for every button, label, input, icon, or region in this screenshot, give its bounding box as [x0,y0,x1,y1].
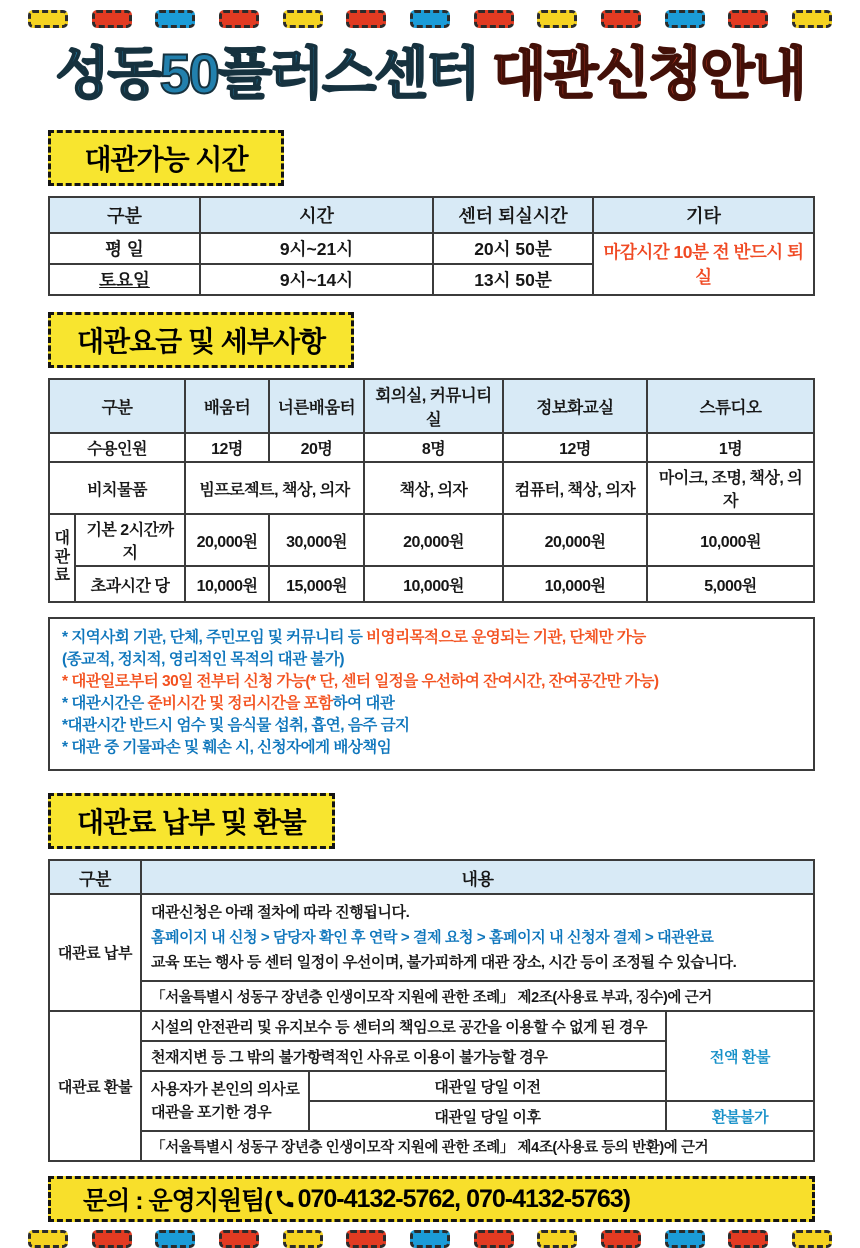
note-line [62,693,803,715]
payment-refund-table [48,859,815,1162]
refund-after-day: 대관일 당일 이후 [309,1101,666,1131]
table-row [49,1131,814,1161]
page-title-center-name: 성동50플러스센터 [55,42,479,105]
fees-header-row [49,379,814,433]
deco-dash-red [219,10,259,28]
fees-header-room3: 회의실, 커뮤니티실 [364,379,503,433]
hours-saturday-time: 9시~14시 [200,264,433,295]
equipment-label: 비치물품 [49,462,185,514]
table-row [49,233,814,264]
deco-dash-red [728,1230,768,1248]
note-text: 준비시간 및 정리시간을 포함 [147,695,333,712]
deco-dash-red [219,1230,259,1248]
deco-dash-blue [665,1230,705,1248]
hours-saturday-checkout: 13시 50분 [433,264,593,295]
payment-procedure-cell [141,894,814,981]
payment-legal-basis: 「서울특별시 성동구 장년층 인생이모작 지원에 관한 조례」 제2조(사용료 부과, 징수)에 근거 [141,981,814,1011]
capacity-value: 8명 [364,433,503,462]
deco-dash-blue [665,10,705,28]
deco-dash-blue [155,10,195,28]
refund-before-day: 대관일 당일 이전 [309,1071,666,1101]
capacity-value: 20명 [269,433,364,462]
user-cancel-line2: 대관을 포기한 경우 [151,1104,272,1121]
payment-procedure-line1: 대관신청은 아래 절차에 따라 진행됩니다. [151,904,410,921]
table-row [49,1011,814,1041]
fees-header-room2: 너른배움터 [269,379,364,433]
extra-fee-value: 5,000원 [647,566,814,602]
deco-dash-red [92,1230,132,1248]
refund-legal-basis: 「서울특별시 성동구 장년층 인생이모작 지원에 관한 조례」 제4조(사용료 등의 반환)에 근거 [141,1131,814,1161]
deco-dash-yellow [28,1230,68,1248]
table-row [49,566,814,602]
refund-case-center-fault: 시설의 안전관리 및 유지보수 등 센터의 책임으로 공간을 이용할 수 없게 된 경우 [141,1011,666,1041]
capacity-value: 12명 [185,433,269,462]
table-row [49,894,814,981]
contact-label: 문의 : 운영지원팀( [83,1187,272,1215]
fees-table [48,378,815,603]
deco-dash-red [601,10,641,28]
note-text: *대관시간 반드시 엄수 및 음식물 섭취, 흡연, 음주 금지 [62,717,410,734]
fees-header-category: 구분 [49,379,185,433]
bottom-decorative-border [28,1230,832,1248]
hours-header-checkout: 센터 퇴실시간 [433,197,593,233]
hours-weekday-checkout: 20시 50분 [433,233,593,264]
payment-procedure-steps: 홈페이지 내 신청 > 담당자 확인 후 연락 > 결제 요청 > 홈페이지 내 신청자 결제 > 대관완료 [151,929,714,946]
deco-dash-red [92,10,132,28]
table-row [49,981,814,1011]
extra-fee-value: 15,000원 [269,566,364,602]
base-fee-value: 20,000원 [185,514,269,566]
extra-fee-value: 10,000원 [364,566,503,602]
hours-weekday-label: 평 일 [49,233,200,264]
top-decorative-border [28,10,832,28]
section-heading-payment: 대관료 납부 및 환불 [48,793,335,849]
extra-fee-value: 10,000원 [503,566,647,602]
base-fee-value: 30,000원 [269,514,364,566]
deco-dash-yellow [537,10,577,28]
page-title-subject: 대관신청안내 [491,42,805,105]
note-line [62,671,803,693]
payment-header-content: 내용 [141,860,814,894]
equipment-value: 빔프로젝트, 책상, 의자 [185,462,364,514]
base-fee-value: 20,000원 [364,514,503,566]
deco-dash-red [346,10,386,28]
equipment-value: 컴퓨터, 책상, 의자 [503,462,647,514]
note-text: * 대관 중 기물파손 및 훼손 시, 신청자에게 배상책임 [62,739,392,756]
hours-table [48,196,815,296]
hours-etc-note: 마감시간 10분 전 반드시 퇴실 [593,233,814,295]
hours-saturday-label: 토요일 [49,264,200,295]
equipment-value: 마이크, 조명, 책상, 의자 [647,462,814,514]
base-fee-value: 10,000원 [647,514,814,566]
deco-dash-red [474,1230,514,1248]
capacity-label: 수용인원 [49,433,185,462]
poster-page [0,10,860,1215]
contact-phone-numbers: 070-4132-5762, 070-4132-5763 [297,1184,623,1213]
note-line [62,737,803,759]
note-line [62,649,803,671]
note-text: 하여 대관 [332,695,395,712]
table-row [49,462,814,514]
payment-row-label: 대관료 납부 [49,894,141,1011]
deco-dash-blue [155,1230,195,1248]
deco-dash-yellow [537,1230,577,1248]
note-text: 비영리목적으로 운영되는 기관, 단체만 가능 [366,629,646,646]
deco-dash-yellow [283,1230,323,1248]
phone-icon [274,1188,296,1210]
contact-suffix: ) [622,1184,630,1213]
hours-header-row [49,197,814,233]
deco-dash-yellow [28,10,68,28]
deco-dash-blue [410,1230,450,1248]
deco-dash-red [474,10,514,28]
note-line [62,715,803,737]
fees-notes-box [48,617,815,771]
extra-fee-value: 10,000원 [185,566,269,602]
note-text: (종교적, 정치적, 영리적인 목적의 대관 불가) [62,651,345,668]
deco-dash-yellow [792,10,832,28]
deco-dash-red [601,1230,641,1248]
hours-header-etc: 기타 [593,197,814,233]
section-heading-fees: 대관요금 및 세부사항 [48,312,354,368]
fee-group-label: 대관료 [49,514,75,602]
fees-header-room5: 스튜디오 [647,379,814,433]
refund-case-force-majeure: 천재지변 등 그 밖의 불가항력적인 사유로 이용이 불가능할 경우 [141,1041,666,1071]
refund-case-user-cancel [141,1071,309,1131]
capacity-value: 1명 [647,433,814,462]
capacity-value: 12명 [503,433,647,462]
full-refund-status: 전액 환불 [666,1011,814,1101]
table-row [49,514,814,566]
note-line [62,627,803,649]
fees-header-room4: 정보화교실 [503,379,647,433]
user-cancel-line1: 사용자가 본인의 의사로 [151,1081,300,1098]
contact-banner [48,1176,815,1222]
payment-header-category: 구분 [49,860,141,894]
equipment-value: 책상, 의자 [364,462,503,514]
hours-header-category: 구분 [49,197,200,233]
deco-dash-yellow [283,10,323,28]
deco-dash-blue [410,10,450,28]
payment-procedure-line3: 교육 또는 행사 등 센터 일정이 우선이며, 불가피하게 대관 장소, 시간 등이 조정될 수 있습니다. [151,954,737,971]
table-row [49,433,814,462]
refund-row-label: 대관료 환불 [49,1011,141,1161]
page-title [0,34,860,114]
base-fee-value: 20,000원 [503,514,647,566]
deco-dash-yellow [792,1230,832,1248]
extra-fee-label: 초과시간 당 [75,566,185,602]
fees-header-room1: 배움터 [185,379,269,433]
hours-header-time: 시간 [200,197,433,233]
hours-weekday-time: 9시~21시 [200,233,433,264]
section-heading-hours: 대관가능 시간 [48,130,284,186]
note-text: * 대관일로부터 30일 전부터 신청 가능(* 단, 센터 일정을 우선하여 잔여시간, 잔여공간만 가능) [62,673,659,690]
deco-dash-red [728,10,768,28]
note-text: * 대관시간은 [62,695,148,712]
no-refund-status: 환불불가 [666,1101,814,1131]
deco-dash-red [346,1230,386,1248]
base-fee-label: 기본 2시간까지 [75,514,185,566]
note-text: * 지역사회 기관, 단체, 주민모임 및 커뮤니티 등 [62,629,367,646]
payment-header-row [49,860,814,894]
